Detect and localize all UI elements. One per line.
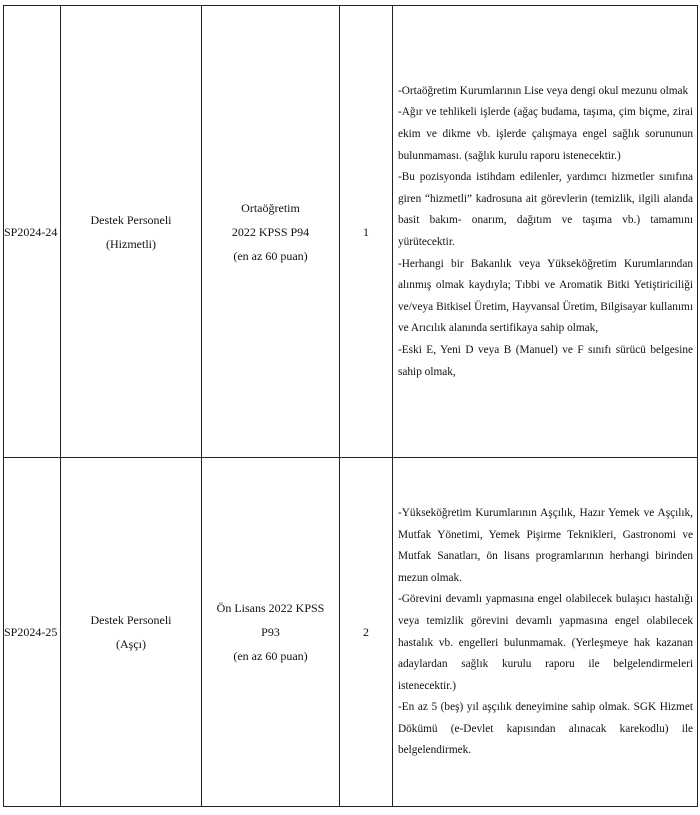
table-row — [4, 458, 698, 807]
position-title — [61, 458, 202, 807]
position-title-line: (Hizmetli) — [106, 236, 156, 251]
exam-criteria-line: (en az 60 puan) — [233, 649, 308, 663]
requirement-item: -Herhangi bir Bakanlık veya Yükseköğretim Kurumlarından alınmış olmak kaydıyla; Tıbbi ve Aromatik Bitki Yetiştiriciliği ve/veya Bitkisel Üretim, Hayvansal Üretim, Bilgisayar kullanımı ve Arıcılık alanında sertifikaya sahip olmak, — [398, 257, 693, 335]
requirement-item: -Yükseköğretim Kurumlarının Aşçılık, Hazır Yemek ve Aşçılık, Mutfak Yönetimi, Yemek Pişirme Teknikleri, Gastronomi ve Mutfak Sanatları, ön lisans programlarının herhangi birinden mezun olmak. — [398, 506, 693, 584]
position-count: 2 — [340, 458, 393, 807]
positions-table — [3, 5, 698, 807]
position-title-line: Destek Personeli — [90, 212, 172, 227]
position-title-line: (Aşçı) — [116, 637, 146, 651]
position-count: 1 — [340, 6, 393, 458]
requirement-item: -Ağır ve tehlikeli işlerde (ağaç budama, taşıma, çim biçme, zirai ekim ve dikme vb. işlerde çalışmaya engel sağlık sorununun bulunmaması. (sağlık kurulu raporu istenecektir.) — [398, 106, 693, 162]
requirements-cell — [393, 458, 698, 807]
requirement-item: -Bu pozisyonda istihdam edilenler, yardımcı hizmetler sınıfına giren “hizmetli” kadrosuna ait görevlerin (temizlik, ilgili alanda basit bakım- onarım, dağıtım ve taşıma vb.) tamamını yürütecektir. — [398, 171, 693, 248]
requirement-item: -Ortaöğretim Kurumlarının Lise veya dengi okul mezunu olmak — [398, 84, 689, 97]
requirements-cell — [393, 6, 698, 458]
exam-criteria — [202, 458, 340, 807]
exam-criteria-line: Ön Lisans 2022 KPSS — [216, 601, 325, 615]
exam-criteria-line: 2022 KPSS P94 — [231, 224, 310, 239]
exam-criteria-line: Ortaöğretim — [241, 200, 300, 215]
table-row — [4, 6, 698, 458]
position-title-line: Destek Personeli — [90, 613, 172, 627]
exam-criteria — [202, 6, 340, 458]
exam-criteria-line: (en az 60 puan) — [233, 248, 308, 263]
requirement-item: -Eski E, Yeni D veya B (Manuel) ve F sınıfı sürücü belgesine sahip olmak, — [398, 343, 693, 378]
position-code: SP2024-25 — [4, 458, 61, 807]
exam-criteria-line: P93 — [261, 625, 280, 639]
requirement-item: -En az 5 (beş) yıl aşçılık deneyimine sahip olmak. SGK Hizmet Dökümü (e-Devlet kapısından alınacak karekodlu) ile belgelendirmek. — [398, 701, 693, 757]
position-code: SP2024-24 — [4, 6, 61, 458]
position-title — [61, 6, 202, 458]
requirement-item: -Görevini devamlı yapmasına engel olabilecek bulaşıcı hastalığı veya temizlik görevini devamlı yapmasına engel olabilecek hastalık vb. engelleri bulunmamak. (Yerleşmeye hak kazanan adaylardan sağlık kurulu raporu ile belgelendirmeleri istenecektir.) — [398, 593, 693, 692]
